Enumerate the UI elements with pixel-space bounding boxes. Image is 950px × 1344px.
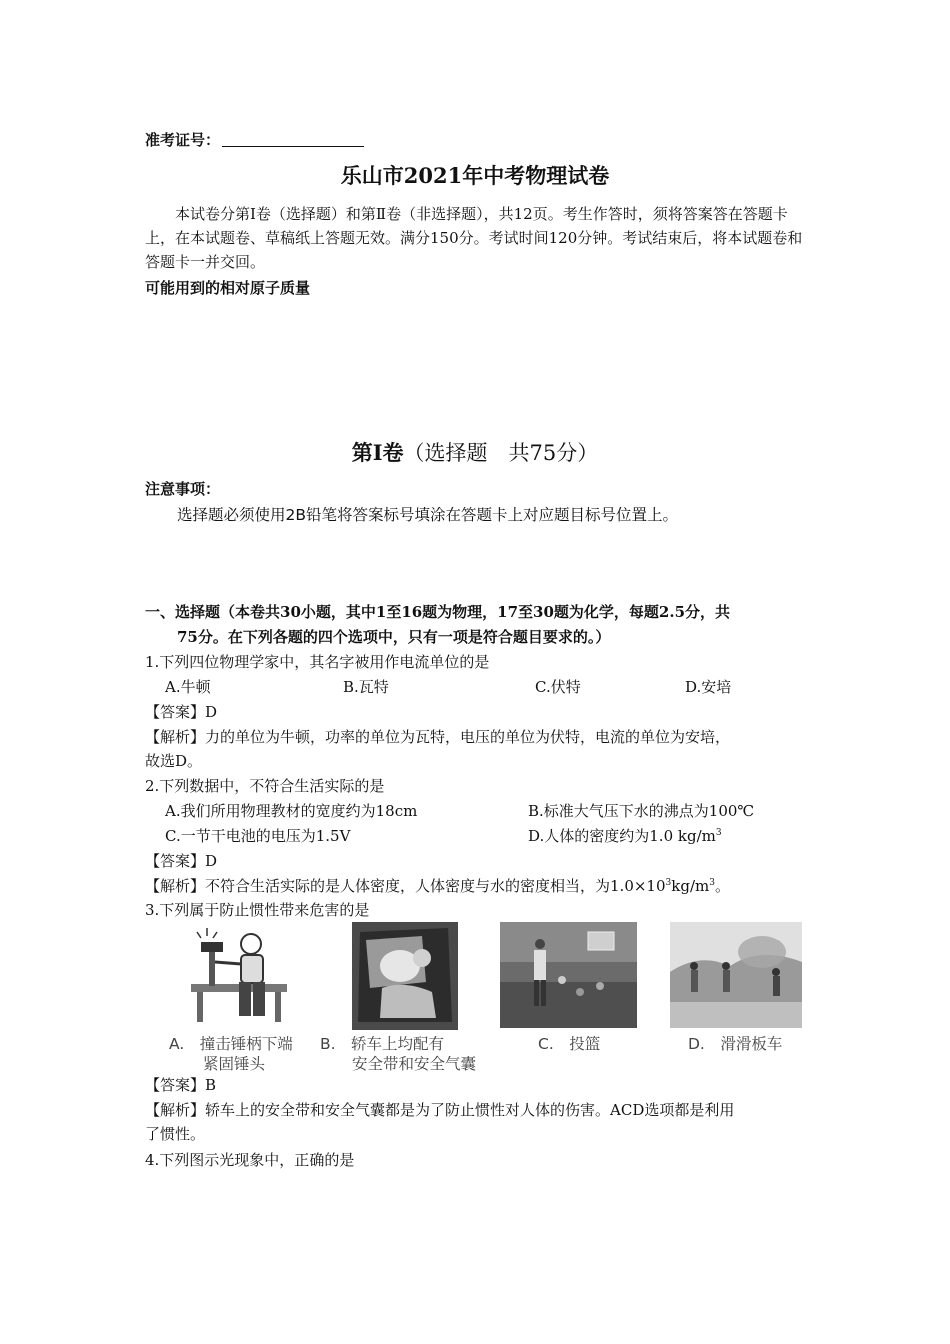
q1-answer: 【答案】D bbox=[145, 703, 218, 721]
q2-option-c: C.一节干电池的电压为1.5V bbox=[165, 827, 351, 845]
volume-title-bold: 第Ⅰ卷 bbox=[351, 440, 404, 465]
exam-id-label: 准考证号： bbox=[145, 131, 221, 149]
exam-id-underline bbox=[222, 130, 364, 147]
notice-text: 选择题必须使用2B铅笔将答案标号填涂在答题卡上对应题目标号位置上。 bbox=[177, 506, 678, 524]
q3-caption-d: D. 滑滑板车 bbox=[688, 1035, 783, 1053]
section-heading-line1: 一、选择题（本卷共30小题，其中1至16题为物理，17至30题为化学，每题2.5分，共 bbox=[145, 603, 731, 621]
q2-answer: 【答案】D bbox=[145, 852, 218, 870]
scooter-scene-icon bbox=[670, 922, 802, 1028]
q3-caption-a-line2: 紧固锤头 bbox=[203, 1055, 266, 1073]
section-heading-line2: 75分。在下列各题的四个选项中，只有一项是符合题目要求的。） bbox=[177, 628, 611, 646]
q3-image-basketball bbox=[500, 922, 637, 1028]
car-airbag-icon bbox=[352, 922, 458, 1030]
basketball-scene-icon bbox=[500, 922, 637, 1028]
q1-option-d: D.安培 bbox=[685, 678, 732, 696]
q3-image-car-airbag bbox=[352, 922, 458, 1030]
q2-analysis bbox=[145, 874, 730, 898]
q2-option-d-text: D.人体的密度约为1.0 kg/m bbox=[528, 827, 716, 845]
q2-analysis-c: 。 bbox=[714, 877, 730, 895]
q3-stem: 3.下列属于防止惯性带来危害的是 bbox=[145, 901, 370, 919]
q1-stem: 1.下列四位物理学家中，其名字被用作电流单位的是 bbox=[145, 653, 490, 671]
intro-paragraph: 本试卷分第Ⅰ卷（选择题）和第Ⅱ卷（非选择题），共12页。考生作答时，须将答案答在答题卡上，在本试题卷、草稿纸上答题无效。满分150分。考试时间120分钟。考试结束后，将本试题卷和答题卡一并交回。 bbox=[145, 205, 803, 271]
q2-option-b: B.标准大气压下水的沸点为100℃ bbox=[528, 802, 755, 820]
q3-analysis-line1: 【解析】轿车上的安全带和安全气囊都是为了防止惯性对人体的伤害。ACD选项都是利用 bbox=[145, 1101, 735, 1119]
q4-stem: 4.下列图示光现象中，正确的是 bbox=[145, 1151, 355, 1169]
q2-analysis-a: 【解析】不符合生活实际的是人体密度，人体密度与水的密度相当，为1.0×10 bbox=[145, 877, 666, 895]
volume-title bbox=[0, 437, 950, 467]
q3-analysis-line2: 了惯性。 bbox=[145, 1125, 206, 1143]
q3-image-scooter bbox=[670, 922, 802, 1028]
q3-answer: 【答案】B bbox=[145, 1076, 217, 1094]
q2-analysis-sup2: 3 bbox=[709, 878, 715, 888]
q1-option-c: C.伏特 bbox=[535, 678, 581, 696]
exam-id-field bbox=[145, 128, 364, 152]
q3-image-hammer bbox=[183, 922, 293, 1030]
q3-caption-a-line1: A. 撞击锤柄下端 bbox=[169, 1035, 293, 1053]
atomic-mass-label: 可能用到的相对原子质量 bbox=[145, 279, 311, 297]
q1-analysis-line2: 故选D。 bbox=[145, 752, 203, 770]
q2-option-d bbox=[528, 824, 722, 848]
q3-caption-b-line1: B. 轿车上均配有 bbox=[320, 1035, 445, 1053]
q2-analysis-sup1: 3 bbox=[665, 878, 672, 888]
q3-caption-b-line2: 安全带和安全气囊 bbox=[352, 1055, 477, 1073]
q1-option-b: B.瓦特 bbox=[343, 678, 389, 696]
volume-title-rest: （选择题 共75分） bbox=[403, 441, 599, 465]
q1-option-a: A.牛顿 bbox=[165, 678, 211, 696]
notice-label: 注意事项： bbox=[145, 480, 221, 498]
q2-stem: 2.下列数据中，不符合生活实际的是 bbox=[145, 777, 385, 795]
q2-option-d-sup: 3 bbox=[715, 828, 722, 838]
q2-analysis-b: kg/m bbox=[671, 877, 710, 895]
hammer-illustration-icon bbox=[183, 922, 293, 1030]
q3-caption-b bbox=[320, 1034, 476, 1074]
page-title: 乐山市2021年中考物理试卷 bbox=[340, 163, 610, 188]
q3-caption-a bbox=[169, 1034, 293, 1074]
q1-analysis-line1: 【解析】力的单位为牛顿，功率的单位为瓦特，电压的单位为伏特，电流的单位为安培， bbox=[145, 728, 731, 746]
q3-caption-c: C. 投篮 bbox=[538, 1035, 601, 1053]
q2-option-a: A.我们所用物理教材的宽度约为18cm bbox=[165, 802, 418, 820]
